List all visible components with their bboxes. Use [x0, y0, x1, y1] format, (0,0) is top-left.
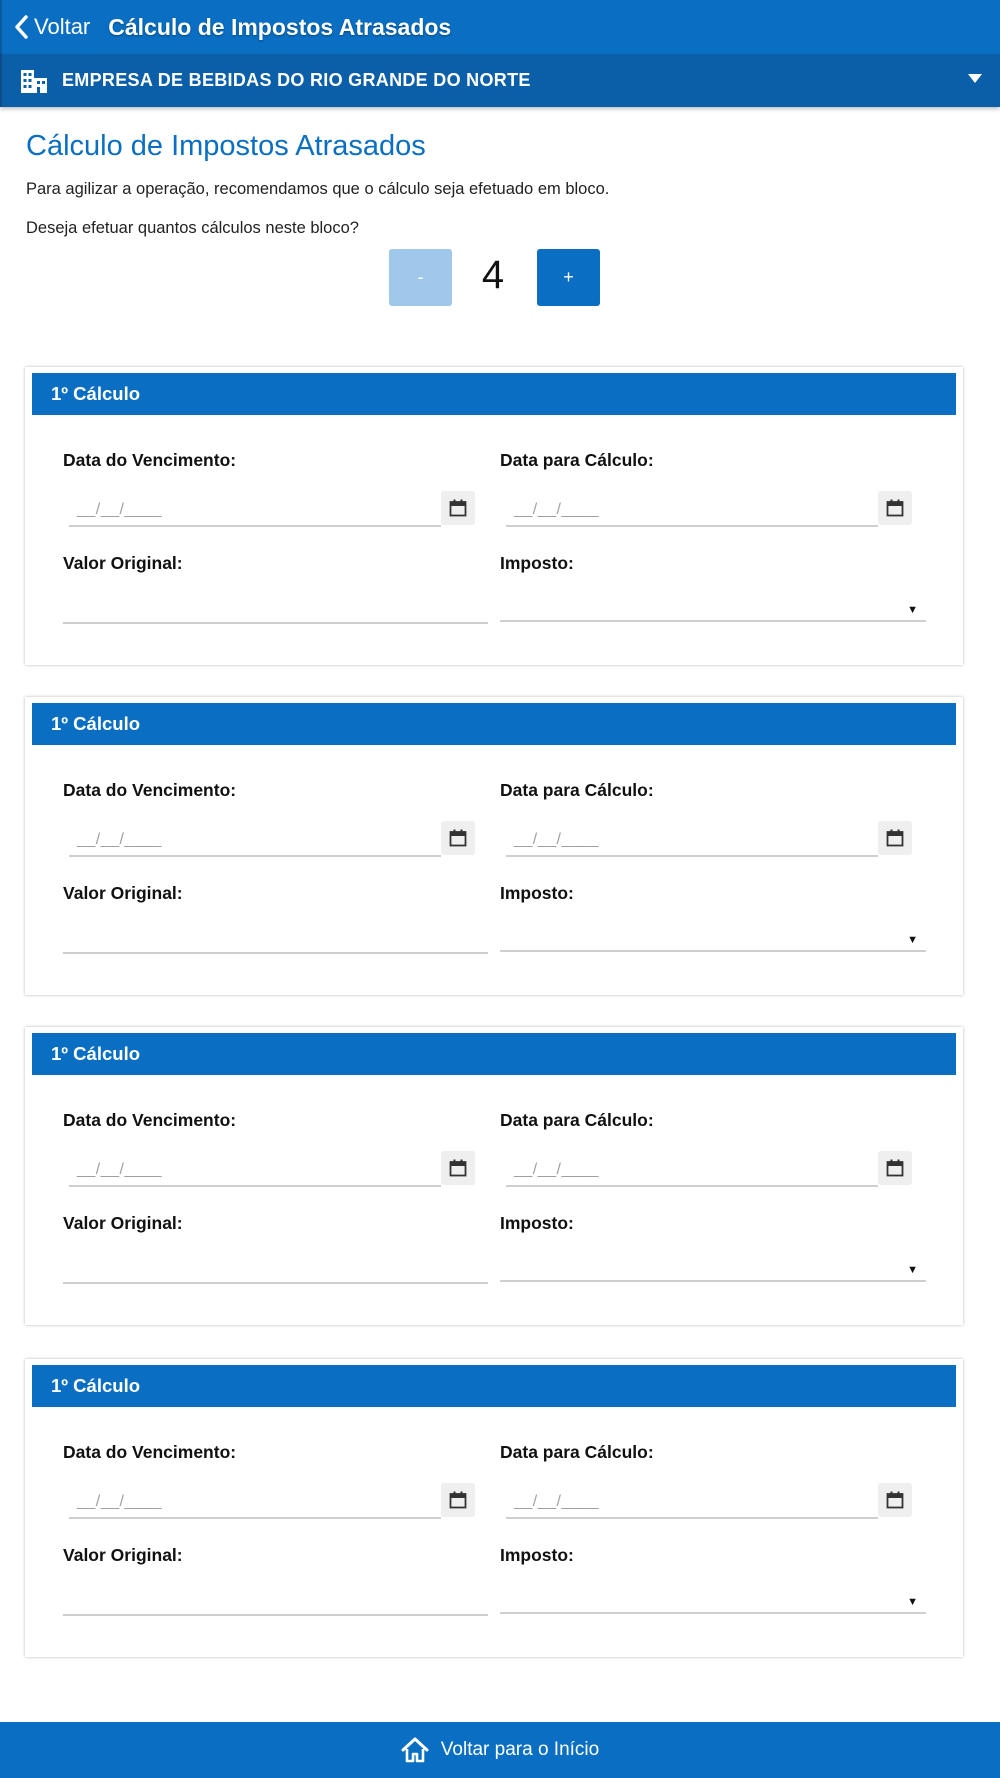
- calc-date-label: Data para Cálculo:: [500, 1442, 654, 1462]
- back-button[interactable]: [12, 14, 90, 40]
- calculation-card: [25, 697, 963, 995]
- due-date-label: Data do Vencimento:: [63, 780, 237, 800]
- tax-select[interactable]: [500, 1252, 926, 1282]
- date-mask: __/__/____: [77, 1161, 163, 1178]
- tax-select[interactable]: [500, 1584, 926, 1614]
- due-date-input[interactable]: [69, 827, 441, 857]
- original-value-label: Valor Original:: [63, 1213, 183, 1233]
- decrement-button[interactable]: -: [389, 249, 452, 306]
- original-value-label: Valor Original:: [63, 883, 183, 903]
- building-icon: [20, 68, 48, 94]
- card-title: 1º Cálculo: [32, 703, 956, 745]
- app-header: [0, 0, 1000, 54]
- due-date-input[interactable]: [69, 497, 441, 527]
- original-value-input[interactable]: [63, 1586, 488, 1616]
- due-date-label: Data do Vencimento:: [63, 1110, 237, 1130]
- card-title: 1º Cálculo: [32, 1365, 956, 1407]
- back-to-home-label: Voltar para o Início: [440, 1739, 600, 1760]
- due-date-input[interactable]: [69, 1157, 441, 1187]
- calendar-icon[interactable]: [878, 821, 912, 855]
- intro-text: Para agilizar a operação, recomendamos que o cálculo seja efetuado em bloco.: [26, 180, 610, 198]
- home-icon: [401, 1737, 429, 1763]
- block-count-value: 4: [481, 253, 505, 297]
- date-mask: __/__/____: [77, 1493, 163, 1510]
- calendar-icon[interactable]: [441, 491, 475, 525]
- original-value-label: Valor Original:: [63, 1545, 183, 1565]
- date-mask: __/__/____: [514, 831, 600, 848]
- original-value-label: Valor Original:: [63, 553, 183, 573]
- tax-label: Imposto:: [500, 1213, 574, 1233]
- app-title: Cálculo de Impostos Atrasados: [108, 13, 452, 40]
- tax-label: Imposto:: [500, 1545, 574, 1565]
- date-mask: __/__/____: [77, 501, 163, 518]
- calculation-card: [25, 1027, 963, 1325]
- date-mask: __/__/____: [77, 831, 163, 848]
- date-mask: __/__/____: [514, 501, 600, 518]
- original-value-input[interactable]: [63, 924, 488, 954]
- calc-date-label: Data para Cálculo:: [500, 1110, 654, 1130]
- calendar-icon[interactable]: [441, 1483, 475, 1517]
- tax-select[interactable]: [500, 592, 926, 622]
- due-date-input[interactable]: [69, 1489, 441, 1519]
- increment-button[interactable]: +: [537, 249, 600, 306]
- calendar-icon[interactable]: [878, 1483, 912, 1517]
- calc-date-input[interactable]: [506, 1489, 878, 1519]
- back-label: Voltar: [34, 14, 91, 39]
- caret-down-icon: [968, 74, 982, 83]
- company-selector[interactable]: [0, 54, 1000, 107]
- date-mask: __/__/____: [514, 1493, 600, 1510]
- calc-date-label: Data para Cálculo:: [500, 780, 654, 800]
- page-title: Cálculo de Impostos Atrasados: [26, 130, 426, 162]
- original-value-input[interactable]: [63, 594, 488, 624]
- card-title: 1º Cálculo: [32, 373, 956, 415]
- calc-date-label: Data para Cálculo:: [500, 450, 654, 470]
- calc-date-input[interactable]: [506, 1157, 878, 1187]
- tax-select[interactable]: [500, 922, 926, 952]
- calendar-icon[interactable]: [878, 491, 912, 525]
- dropdown-arrow-icon: ▼: [907, 604, 918, 616]
- calculation-card: [25, 1359, 963, 1657]
- original-value-input[interactable]: [63, 1254, 488, 1284]
- dropdown-arrow-icon: ▼: [907, 934, 918, 946]
- dropdown-arrow-icon: ▼: [907, 1596, 918, 1608]
- calc-date-input[interactable]: [506, 497, 878, 527]
- tax-label: Imposto:: [500, 553, 574, 573]
- calculation-card: [25, 367, 963, 665]
- date-mask: __/__/____: [514, 1161, 600, 1178]
- calendar-icon[interactable]: [441, 821, 475, 855]
- dropdown-arrow-icon: ▼: [907, 1264, 918, 1276]
- chevron-left-icon: [12, 14, 30, 40]
- calendar-icon[interactable]: [878, 1151, 912, 1185]
- due-date-label: Data do Vencimento:: [63, 1442, 237, 1462]
- card-title: 1º Cálculo: [32, 1033, 956, 1075]
- block-count-question: Deseja efetuar quantos cálculos neste bloco?: [26, 219, 359, 237]
- tax-label: Imposto:: [500, 883, 574, 903]
- due-date-label: Data do Vencimento:: [63, 450, 237, 470]
- back-to-home-button[interactable]: [0, 1722, 1000, 1778]
- calc-date-input[interactable]: [506, 827, 878, 857]
- company-name: EMPRESA DE BEBIDAS DO RIO GRANDE DO NORTE: [62, 70, 531, 90]
- calendar-icon[interactable]: [441, 1151, 475, 1185]
